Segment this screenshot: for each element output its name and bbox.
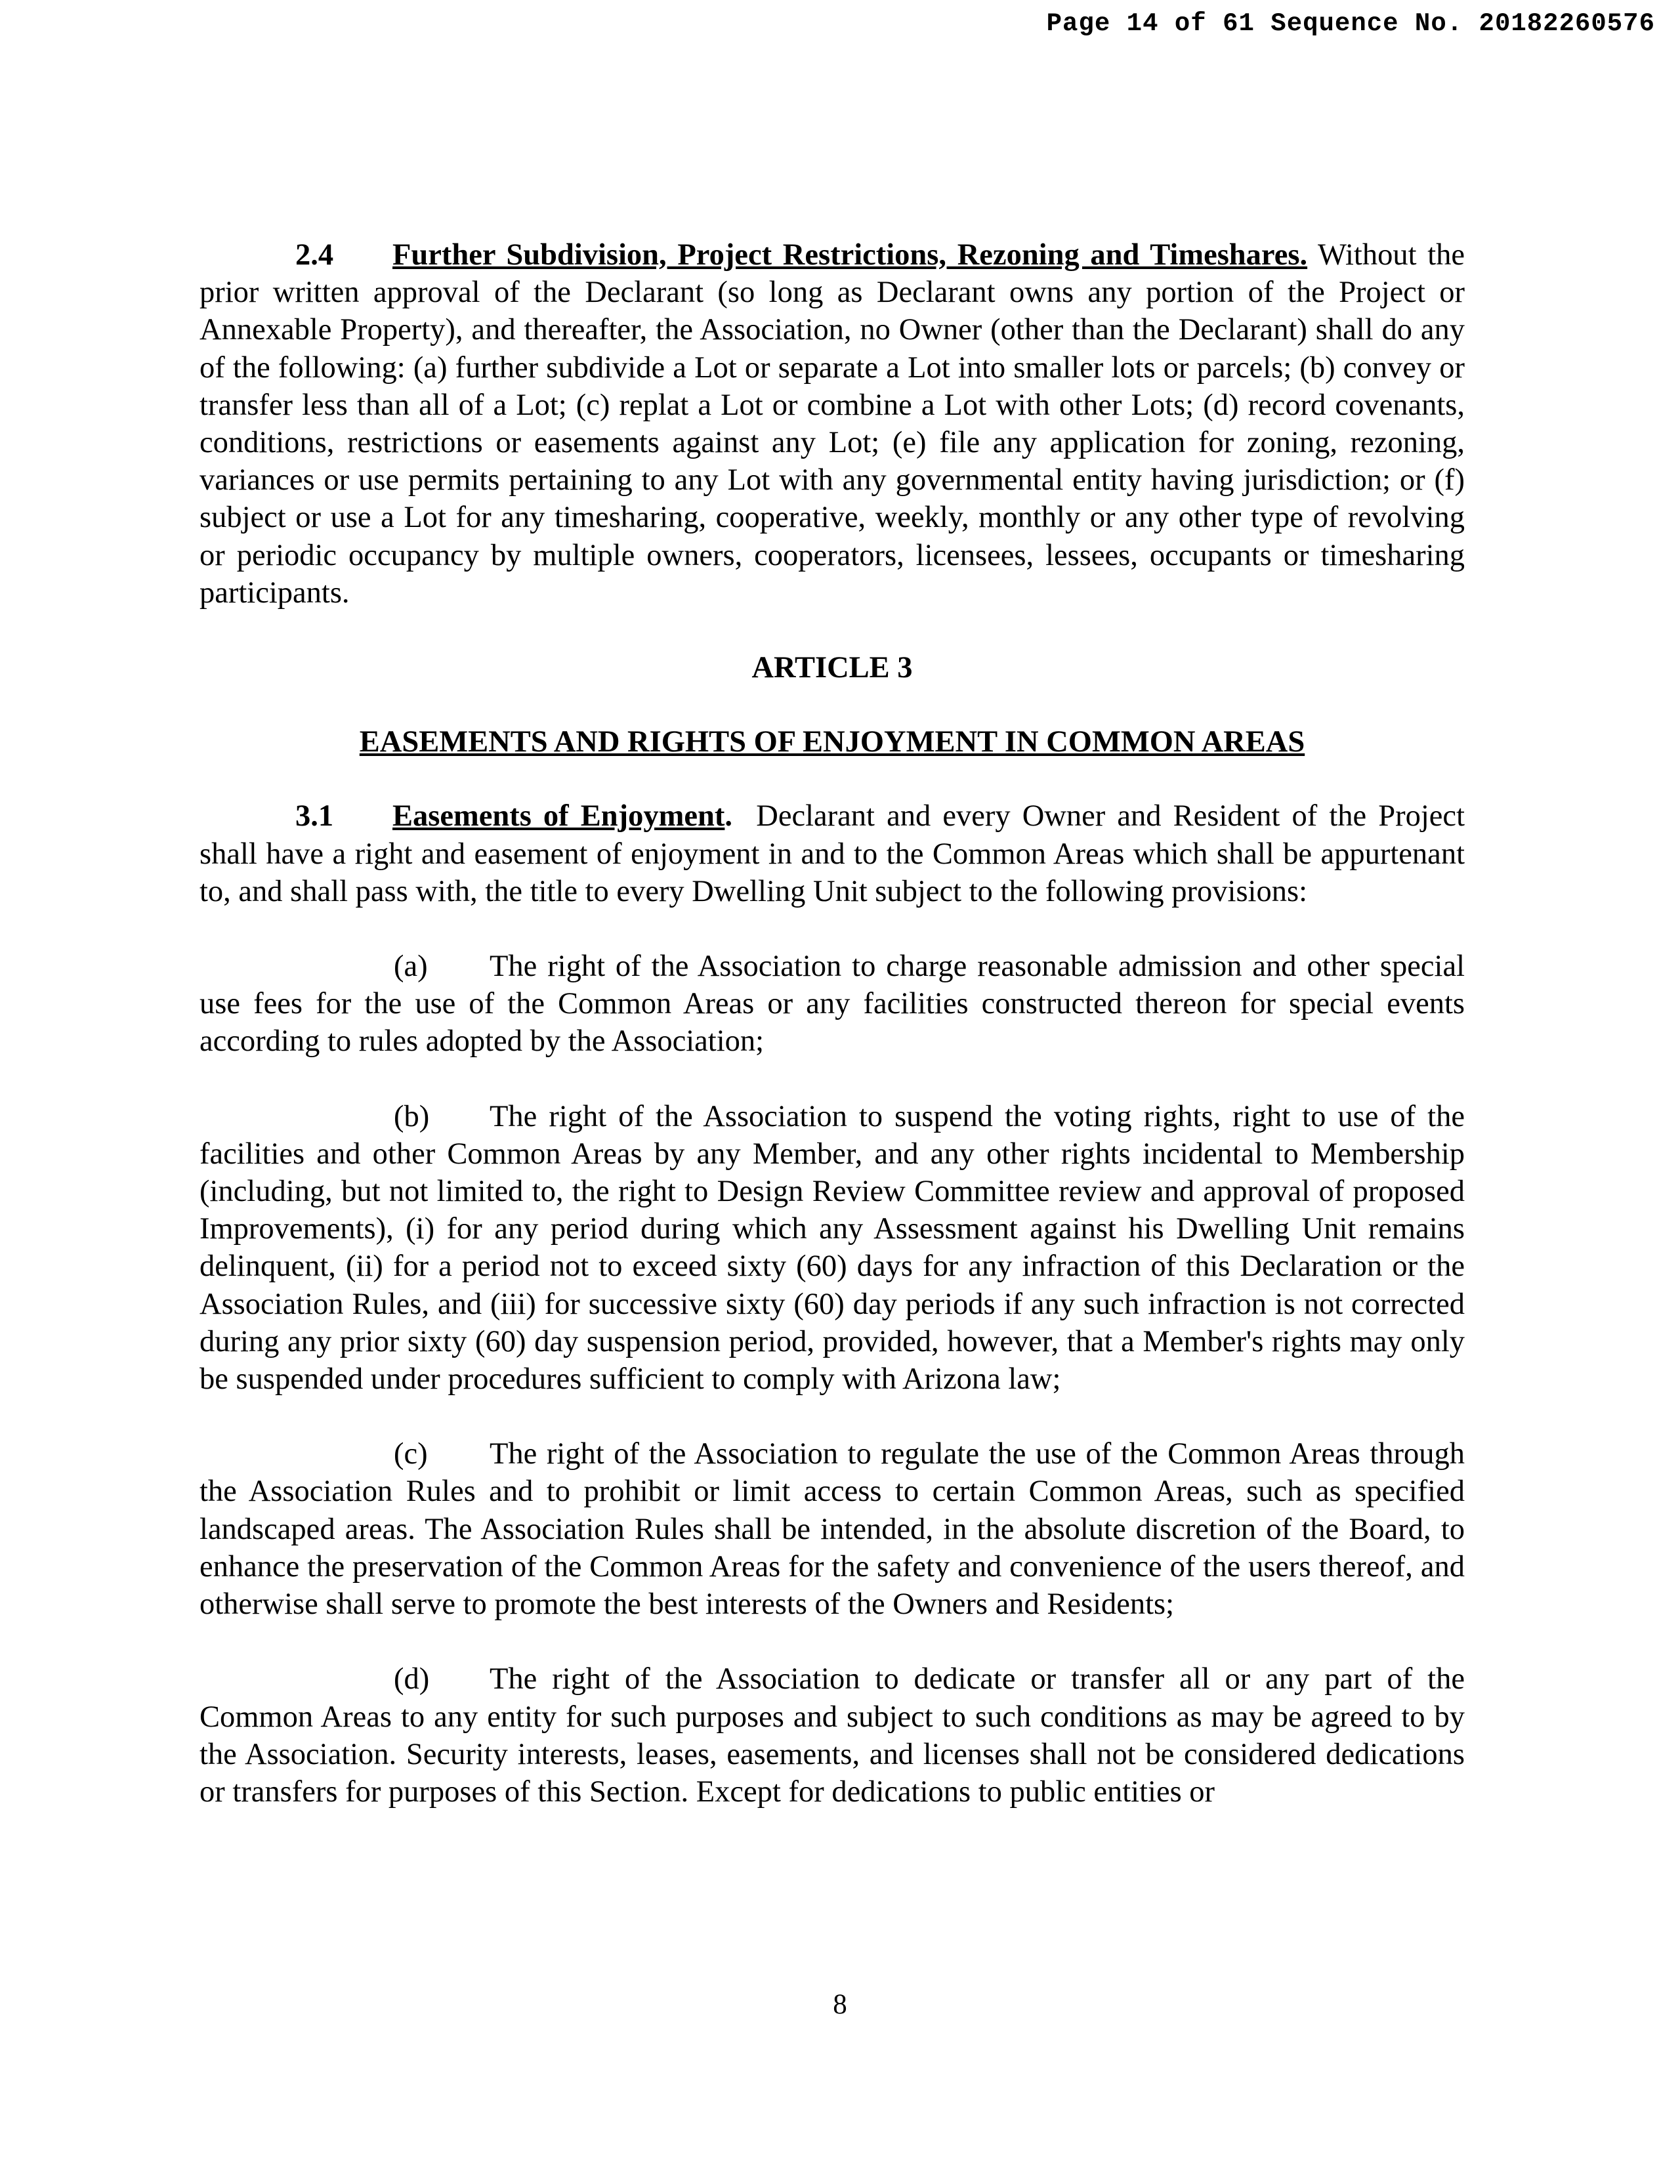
section-2-4 xyxy=(200,236,1465,612)
subsection-text: The right of the Association to suspend the voting rights, right to use of the facilities and other Common Areas by any Member, and any other rights incidental to Membership (including, but not limited to, the right to Design Review Committee review and approval of proposed Improvements), (i) for any period during which any Assessment against his Dwelling Unit remains delinquent, (ii) for a period not to exceed sixty (60) days for any infraction of this Declaration or the Association Rules, and (iii) for successive sixty (60) day periods if any such infraction is not corrected during any prior sixty (60) day suspension period, provided, however, that a Member's rights may only be suspended under procedures sufficient to comply with Arizona law; xyxy=(200,1099,1465,1396)
subsection-text: The right of the Association to regulate the use of the Common Areas through the Association Rules and to prohibit or limit access to certain Common Areas, such as specified landscaped areas. The Association Rules shall be intended, in the absolute discretion of the Board, to enhance the preservation of the Common Areas for the safety and convenience of the users thereof, and otherwise shall serve to promote the best interests of the Owners and Residents; xyxy=(200,1437,1465,1622)
subsection-text: The right of the Association to charge reasonable admission and other special use fees for the use of the Common Areas or any facilities constructed thereon for special events according to rules adopted by the Association; xyxy=(200,950,1465,1059)
section-body: Declarant and every Owner and Resident of the Project shall have a right and easement of enjoyment in and to the Common Areas which shall be appurtenant to, and shall pass with, the title to every Dwelling Unit subject to the following provisions: xyxy=(200,799,1465,908)
section-3-1 xyxy=(200,797,1465,910)
subsection-text: The right of the Association to dedicate or transfer all or any part of the Common Areas to any entity for such purposes and subject to such conditions as may be agreed to by the Association. Security interests, leases, easements, and licenses shall not be considered dedications or transfers for purposes of this Section. Except for dedications to public entities or xyxy=(200,1662,1465,1809)
section-title: Easements of Enjoyment xyxy=(392,799,725,833)
section-title: Further Subdivision, Project Restrictions, Rezoning and Timeshares. xyxy=(392,238,1308,272)
page-number: 8 xyxy=(833,1989,847,2020)
document-body xyxy=(200,236,1465,1811)
subsection-d xyxy=(200,1660,1465,1811)
subsection-a xyxy=(200,948,1465,1060)
subsection-label: (b) xyxy=(394,1099,430,1133)
section-number: 3.1 xyxy=(295,799,334,833)
subsection-b xyxy=(200,1098,1465,1398)
subsection-c xyxy=(200,1435,1465,1623)
section-number: 2.4 xyxy=(295,238,334,272)
section-title-period: . xyxy=(724,799,732,833)
page-sequence-header: Page 14 of 61 Sequence No. 20182260576 xyxy=(1046,9,1655,38)
article-title: EASEMENTS AND RIGHTS OF ENJOYMENT IN COMMON AREAS xyxy=(359,725,1305,759)
subsection-label: (c) xyxy=(394,1437,428,1471)
subsection-label: (d) xyxy=(394,1662,430,1696)
subsection-label: (a) xyxy=(394,950,428,984)
section-body: Without the prior written approval of the Declarant (so long as Declarant owns any portion of the Project or Annexable Property), and thereafter, the Association, no Owner (other than the Declarant) shall do any of the following: (a) further subdivide a Lot or separate a Lot into smaller lots or parcels; (b) convey or transfer less than all of a Lot; (c) replat a Lot or combine a Lot with other Lots; (d) record covenants, conditions, restrictions or easements against any Lot; (e) file any application for zoning, rezoning, variances or use permits pertaining to any Lot with any governmental entity having jurisdiction; or (f) subject or use a Lot for any timesharing, cooperative, weekly, monthly or any other type of revolving or periodic occupancy by multiple owners, cooperators, licensees, lessees, occupants or timesharing participants. xyxy=(200,238,1465,610)
article-label: ARTICLE 3 xyxy=(751,651,913,685)
